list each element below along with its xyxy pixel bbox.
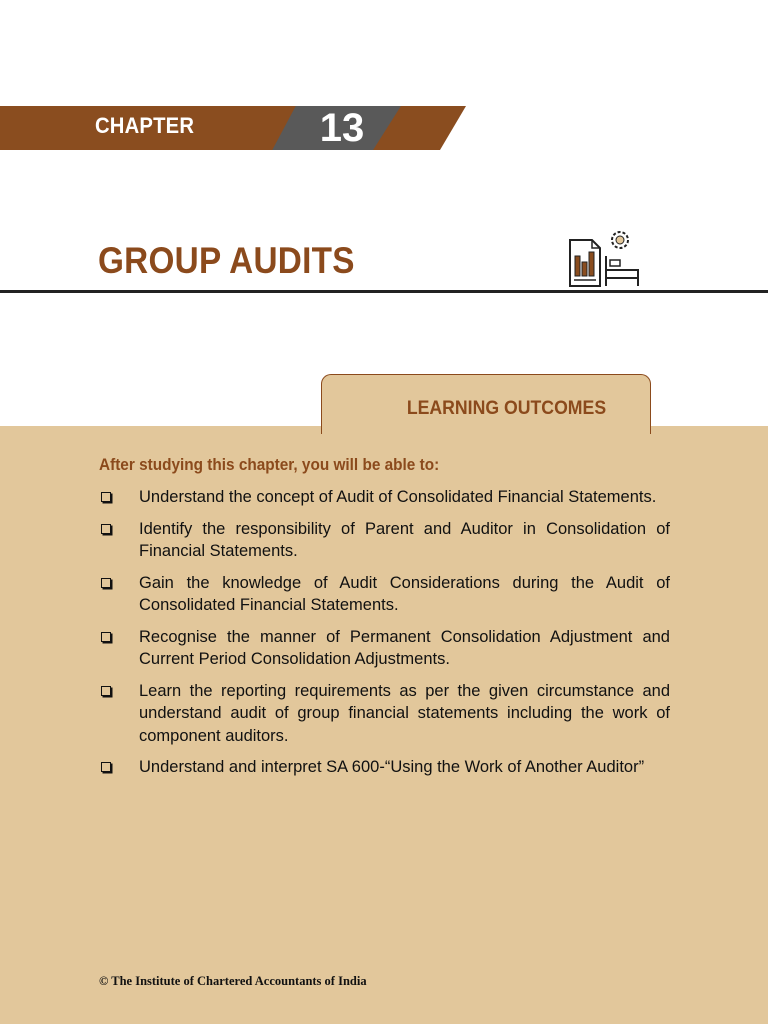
learning-outcomes-list	[99, 486, 670, 788]
list-item	[99, 518, 670, 563]
list-item-text: Understand and interpret SA 600-“Using the Work of Another Auditor”	[139, 758, 645, 776]
learning-outcomes-heading: LEARNING OUTCOMES	[406, 398, 607, 419]
chapter-number: 13	[319, 106, 365, 150]
chapter-band-shape	[0, 106, 470, 150]
chapter-label: CHAPTER	[95, 113, 195, 138]
list-item	[99, 756, 670, 779]
list-item	[99, 626, 670, 671]
checkbox-bullet-icon	[101, 578, 111, 588]
list-item-text: Identify the responsibility of Parent and Auditor in Consolidation of Financial Statements.	[139, 519, 670, 560]
checkbox-bullet-icon	[101, 524, 111, 534]
chapter-band	[0, 106, 470, 150]
list-item	[99, 486, 670, 509]
list-item-text: Learn the reporting requirements as per the given circumstance and understand audit of group financial statements including the work of component auditors.	[139, 681, 670, 745]
list-item-text: Understand the concept of Audit of Consolidated Financial Statements.	[139, 488, 657, 506]
checkbox-bullet-icon	[101, 762, 111, 772]
checkbox-bullet-icon	[101, 492, 111, 502]
title-divider	[0, 290, 768, 293]
list-item-text: Recognise the manner of Permanent Consolidation Adjustment and Current Period Consolidation Adjustments.	[139, 627, 670, 668]
learning-outcomes-intro: After studying this chapter, you will be able to:	[99, 456, 440, 474]
list-item-text: Gain the knowledge of Audit Considerations during the Audit of Consolidated Financial Statements.	[139, 573, 670, 614]
copyright-footer: © The Institute of Chartered Accountants of India	[99, 974, 367, 988]
list-item	[99, 680, 670, 748]
checkbox-bullet-icon	[101, 632, 111, 642]
chapter-title: GROUP AUDITS	[98, 240, 355, 281]
checkbox-bullet-icon	[101, 686, 111, 696]
list-item	[99, 572, 670, 617]
audit-report-icon	[566, 226, 642, 290]
